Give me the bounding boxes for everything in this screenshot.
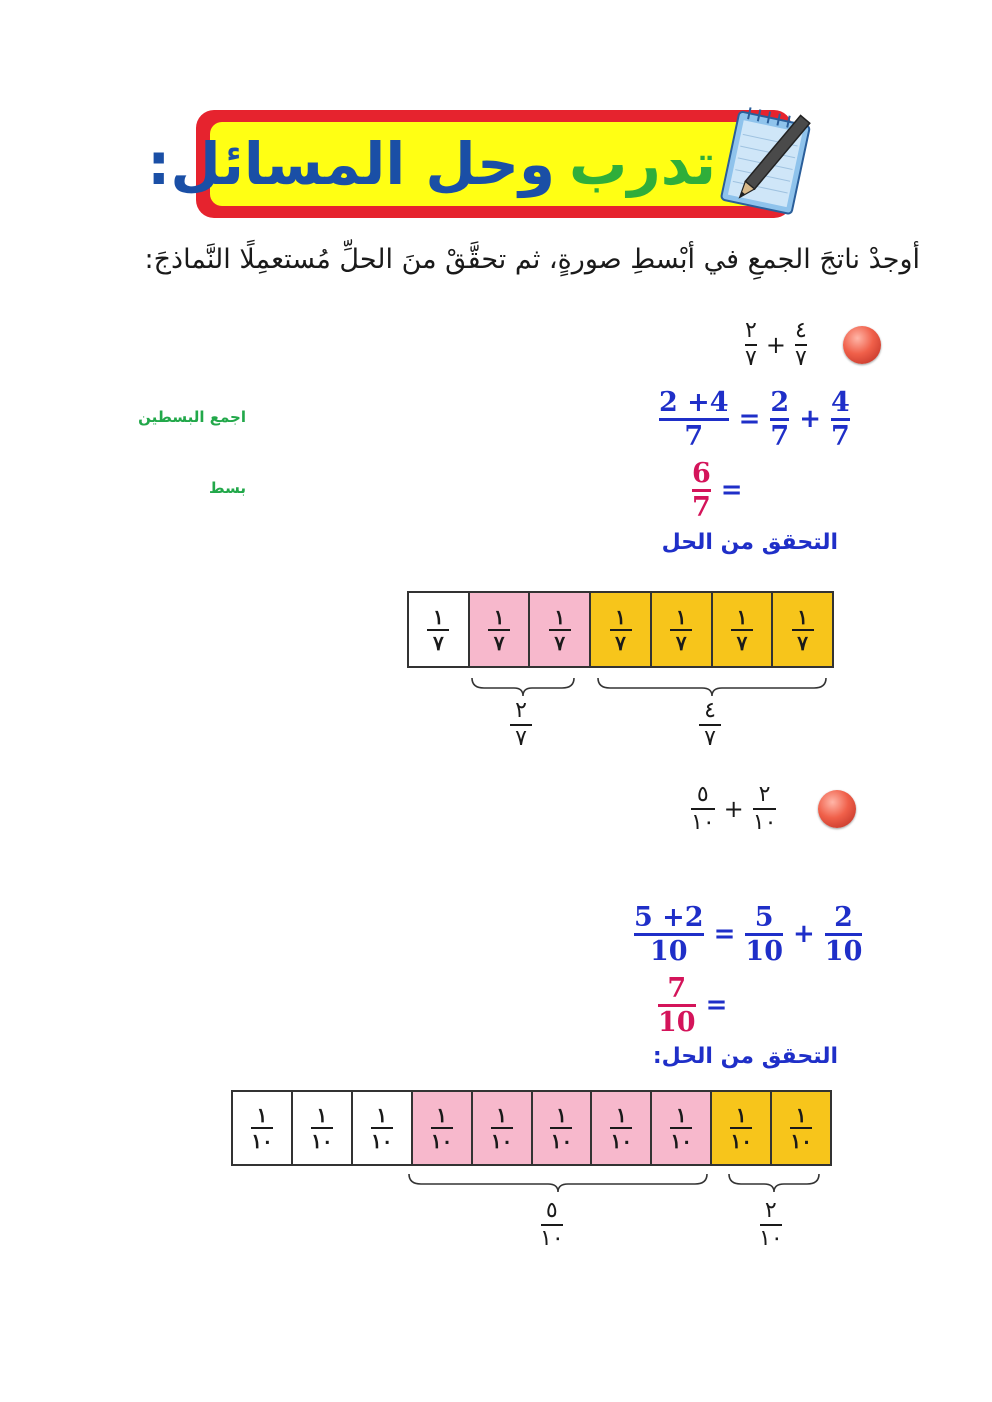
strip-cell: $\frac{١}{١٠}$ [291,1092,351,1164]
brace-right-group [596,676,828,698]
strip-cell: $\frac{١}{١٠}$ [650,1092,710,1164]
strip-cell: $\frac{١}{١٠}$ [770,1092,830,1164]
header-banner [147,110,792,218]
problem-1-solution-step2 [690,460,751,521]
group-label-two-tenths: $\frac{٢}{١٠}$ [759,1198,783,1251]
problem-1-fraction-b: $\frac{٢}{٧}$ [745,318,757,371]
strip-cell: $\frac{١}{١٠}$ [233,1092,291,1164]
strip-cell: $\frac{١}{٧}$ [409,593,468,666]
problem-2-solution-step2 [656,975,735,1036]
group-label-two-sevenths: $\frac{٢}{٧}$ [510,700,532,750]
problem-1-bullet-icon [843,326,881,364]
plus-sign: + [765,330,786,359]
fraction-strip-tenths [231,1090,832,1166]
strip-cell: $\frac{١}{٧}$ [771,593,832,666]
brace-left-group [470,676,576,698]
strip-cell: $\frac{١}{٧}$ [468,593,529,666]
solution-fraction-a: $\frac{4}{7}$ [831,387,850,452]
result-fraction: $\frac{7}{10}$ [658,973,696,1038]
solution-fraction-b: $\frac{2}{7}$ [770,387,790,452]
group-label-four-sevenths: $\frac{٤}{٧}$ [699,700,721,750]
fraction-strip-sevenths [407,591,834,668]
note-add-numerators: اجمع البسطين [138,408,246,426]
strip-cell: $\frac{١}{٧}$ [711,593,772,666]
problem-2-fraction-a: $\frac{٢}{١٠}$ [752,782,777,835]
strip-cell: $\frac{١}{٧}$ [528,593,589,666]
group-label-five-tenths: $\frac{٥}{١٠}$ [540,1198,564,1251]
strip-cell: $\frac{١}{٧}$ [589,593,650,666]
notebook-pencil-icon [712,100,822,220]
sum-fraction: $\frac{5 +2}{10}$ [634,902,704,967]
verify-label: التحقق من الحل [661,530,838,555]
problem-2-fraction-b: $\frac{٥}{١٠}$ [691,782,715,835]
brace-left-group [407,1172,709,1194]
note-simplify: بسط [209,479,246,497]
plus-sign: + [792,919,815,950]
problem-1-solution-step1 [657,389,852,450]
strip-cell: $\frac{١}{١٠}$ [590,1092,650,1164]
brace-right-group [727,1172,821,1194]
equals-sign: = [713,919,736,950]
equals-sign: = [705,990,728,1021]
verify-label: التحقق من الحل: [652,1044,838,1069]
equals-sign: = [720,475,743,506]
problem-2-solution-step1 [632,904,864,965]
sum-fraction: $\frac{2 +4}{7}$ [659,387,729,452]
solution-fraction-a: $\frac{2}{10}$ [824,902,863,967]
strip-cell: $\frac{١}{١٠}$ [351,1092,411,1164]
strip-cell: $\frac{١}{١٠}$ [411,1092,471,1164]
solution-fraction-b: $\frac{5}{10}$ [745,902,783,967]
strip-cell: $\frac{١}{١٠}$ [710,1092,770,1164]
strip-cell: $\frac{١}{١٠}$ [531,1092,591,1164]
page-title [147,110,716,218]
problem-2-expression [688,784,779,834]
strip-cell: $\frac{١}{٧}$ [650,593,711,666]
problem-1-fraction-a: $\frac{٤}{٧}$ [794,318,807,371]
title-word-solve: وحل المسائل: [147,130,556,198]
title-word-train: تدرب [569,130,716,198]
plus-sign: + [799,404,821,435]
result-fraction: $\frac{6}{7}$ [692,458,711,523]
equals-sign: = [738,404,761,435]
problem-1-expression [742,320,810,370]
strip-cell: $\frac{١}{١٠}$ [471,1092,531,1164]
problem-2-bullet-icon [818,790,856,828]
plus-sign: + [723,794,744,823]
instruction-text: أوجدْ ناتجَ الجمعِ في أبْسطِ صورةٍ، ثم تحقَّقْ منَ الحلِّ مُستعمِلًا النَّماذجَ: [144,244,920,275]
